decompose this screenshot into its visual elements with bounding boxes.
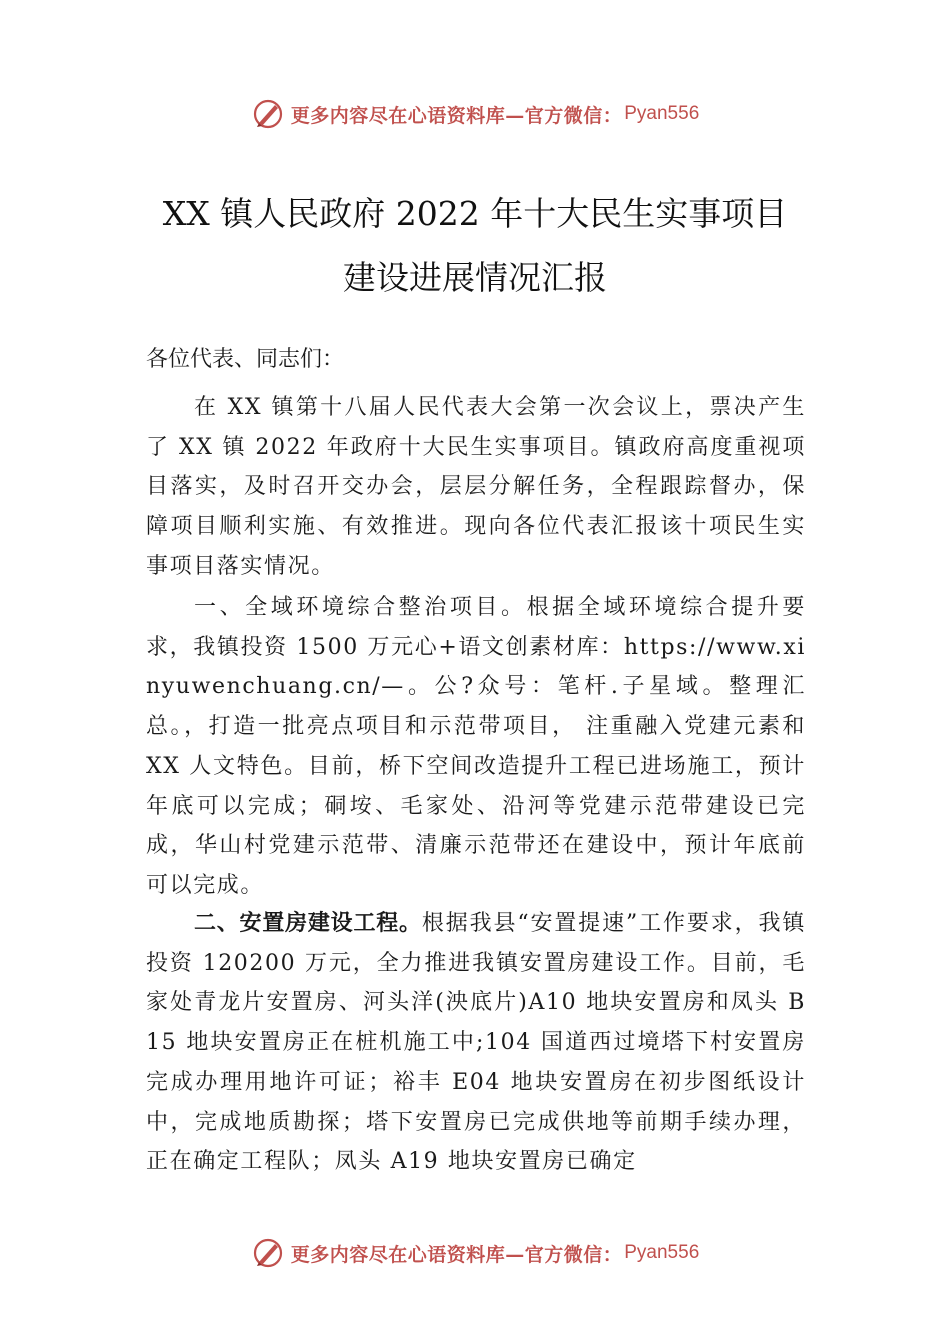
- document-title-line2: 建设进展情况汇报: [343, 258, 607, 297]
- pen-seal-icon: [251, 97, 285, 131]
- watermark-banner-bottom: [0, 1233, 950, 1273]
- watermark-wechat-id: Pyan556: [624, 103, 700, 124]
- paragraph-housing: [146, 904, 806, 1182]
- section-heading-housing: 二、安置房建设工程。: [194, 911, 422, 936]
- paragraph-housing-body: 根据我县“安置提速”工作要求，我镇投资 120200 万元，全力推进我镇安置房建设工作。目前，毛家处青龙片安置房、河头洋(泱底片)A10 地块安置房和凤头 B15 地块安置房正在桩机施工中;104 国道西过境塔下村安置房完成办理用地许可证；裕丰 E04 地块安置房在初步图纸设计中，完成地质勘探；塔下安置房已完成供地等前期手续办理，正在确定工程队；凤头 A19 地块安置房已确定: [146, 911, 806, 1175]
- paragraph-environment-text: 一、全域环境综合整治项目。根据全域环境综合提升要求，我镇投资 1500 万元心+语文创素材库：https://www.xinyuwenchuang.cn/—。公?众号：笔杆.子星域。整理汇总。，打造一批亮点项目和示范带项目， 注重融入党建元素和 XX 人文特色。目前，桥下空间改造提升工程已进场施工，预计年底可以完成；硐垵、毛家处、沿河等党建示范带建设已完成，华山村党建示范带、清廉示范带还在建设中，预计年底前可以完成。: [146, 595, 806, 898]
- pen-seal-icon: [251, 1236, 285, 1270]
- salutation: [146, 340, 806, 380]
- paragraph-intro: [146, 388, 806, 587]
- watermark-text: 更多内容尽在心语资料库—官方微信：: [290, 104, 623, 127]
- paragraph-housing-text: [146, 904, 806, 1182]
- watermark-banner-top: [0, 94, 950, 134]
- salutation-text: 各位代表、同志们：: [146, 347, 345, 372]
- watermark-text: 更多内容尽在心语资料库—官方微信：: [290, 1243, 623, 1266]
- paragraph-environment: [146, 588, 806, 906]
- watermark-wechat-id: Pyan556: [624, 1242, 700, 1263]
- paragraph-intro-text: 在 XX 镇第十八届人民代表大会第一次会议上，票决产生了 XX 镇 2022 年政府十大民生实事项目。镇政府高度重视项目落实，及时召开交办会，层层分解任务，全程跟踪督办，保障项目顺利实施、有效推进。现向各位代表汇报该十项民生实事项目落实情况。: [146, 395, 806, 579]
- document-title-line1: XX 镇人民政府 2022 年十大民生实事项目: [162, 194, 788, 233]
